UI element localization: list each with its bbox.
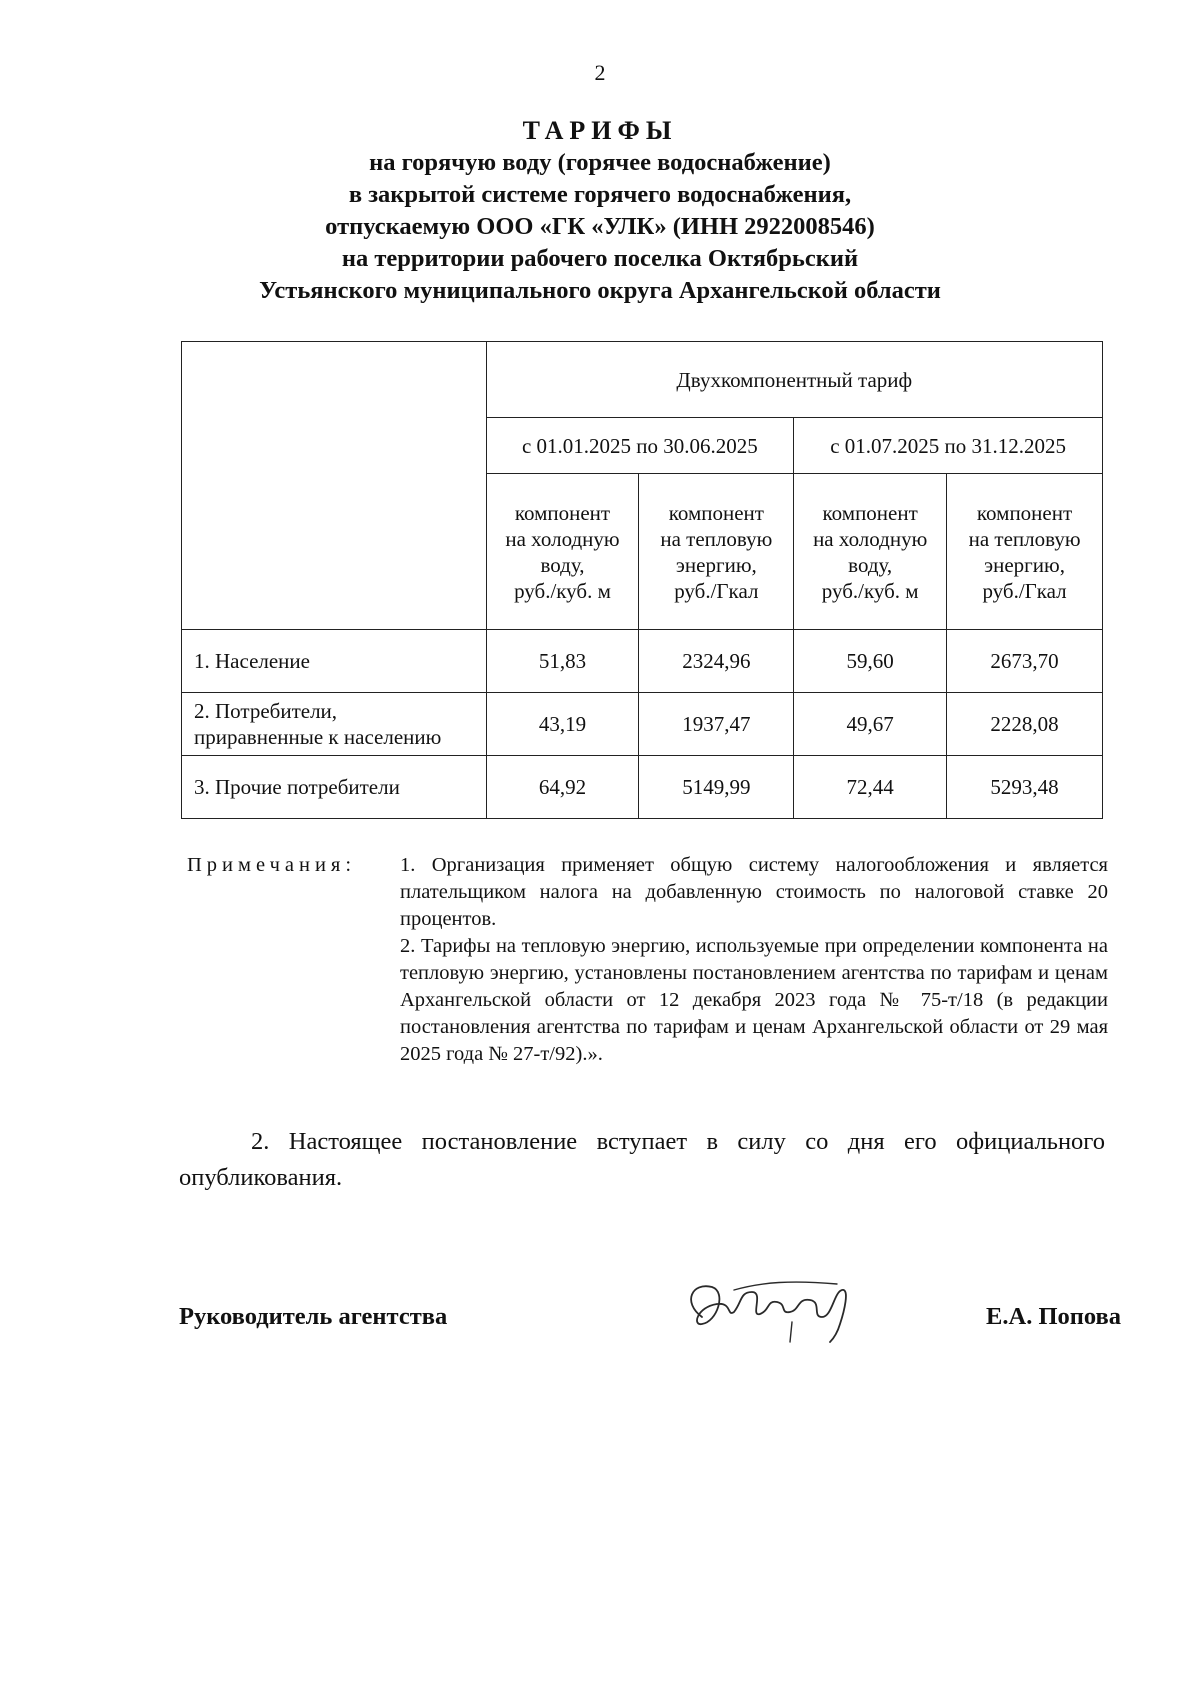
row-label-other-consumers: 3. Прочие потребители: [182, 756, 487, 819]
signatory-name: Е.А. Попова: [986, 1303, 1121, 1330]
header-period-2: с 01.07.2025 по 31.12.2025: [794, 418, 1103, 474]
handwritten-signature: [672, 1262, 872, 1362]
value-cell: 2673,70: [947, 630, 1103, 693]
table-row: [182, 756, 1103, 819]
value-cell: 49,67: [794, 693, 947, 756]
title-line-2: в закрытой системе горячего водоснабжения,: [348, 181, 852, 208]
value-cell: 72,44: [794, 756, 947, 819]
header-period-1: с 01.01.2025 по 30.06.2025: [486, 418, 794, 474]
tariff-table: [181, 341, 1103, 819]
effective-clause: 2. Настоящее постановление вступает в силу со дня его официального опубликования.: [179, 1128, 1105, 1191]
table-corner-cell: [182, 342, 487, 630]
value-cell: 2324,96: [639, 630, 794, 693]
value-cell: 2228,08: [947, 693, 1103, 756]
value-cell: 59,60: [794, 630, 947, 693]
title-line-3: отпускаемую ООО «ГК «УЛК» (ИНН 2922008546): [325, 213, 875, 240]
header-component-cold-water-2: компонент на холодную воду, руб./куб. м: [794, 474, 947, 630]
title-line-4: на территории рабочего поселка Октябрьский: [341, 245, 859, 272]
notes-label: Примечания:: [187, 854, 357, 876]
title-line-1: на горячую воду (горячее водоснабжение): [369, 149, 831, 176]
note-2: 2. Тарифы на тепловую энергию, используемые при определении компонента на тепловую энергию, установлены постановлением агентства по тарифам и ценам Архангельской области от 12 декабря 2023 года № 75-т/18 (в редакции постановления агентства по тарифам и ценам Архангельской области от 29 мая 2025 года № 27-т/92).».: [400, 935, 1108, 1065]
page-number: 2: [594, 60, 606, 85]
header-component-cold-water-1: компонент на холодную воду, руб./куб. м: [486, 474, 639, 630]
value-cell: 1937,47: [639, 693, 794, 756]
table-row: [182, 693, 1103, 756]
header-tariff-type: Двухкомпонентный тариф: [486, 342, 1102, 418]
document-title: [150, 115, 1050, 307]
value-cell: 51,83: [486, 630, 639, 693]
value-cell: 5293,48: [947, 756, 1103, 819]
note-1: 1. Организация применяет общую систему налогообложения и является плательщиком налога на добавленную стоимость по налоговой ставке 20 процентов.: [400, 854, 1108, 930]
signature-title: Руководитель агентства: [179, 1303, 448, 1330]
header-component-heat-2: компонент на тепловую энергию, руб./Гкал: [947, 474, 1103, 630]
title-main: ТАРИФЫ: [522, 116, 678, 145]
row-label-population: 1. Население: [182, 630, 487, 693]
value-cell: 64,92: [486, 756, 639, 819]
title-line-5: Устьянского муниципального округа Архангельской области: [259, 277, 941, 304]
header-component-heat-1: компонент на тепловую энергию, руб./Гкал: [639, 474, 794, 630]
notes-body: [400, 852, 1108, 1068]
row-label-equated-consumers: 2. Потребители, приравненные к населению: [182, 693, 487, 756]
value-cell: 5149,99: [639, 756, 794, 819]
value-cell: 43,19: [486, 693, 639, 756]
table-row: [182, 630, 1103, 693]
